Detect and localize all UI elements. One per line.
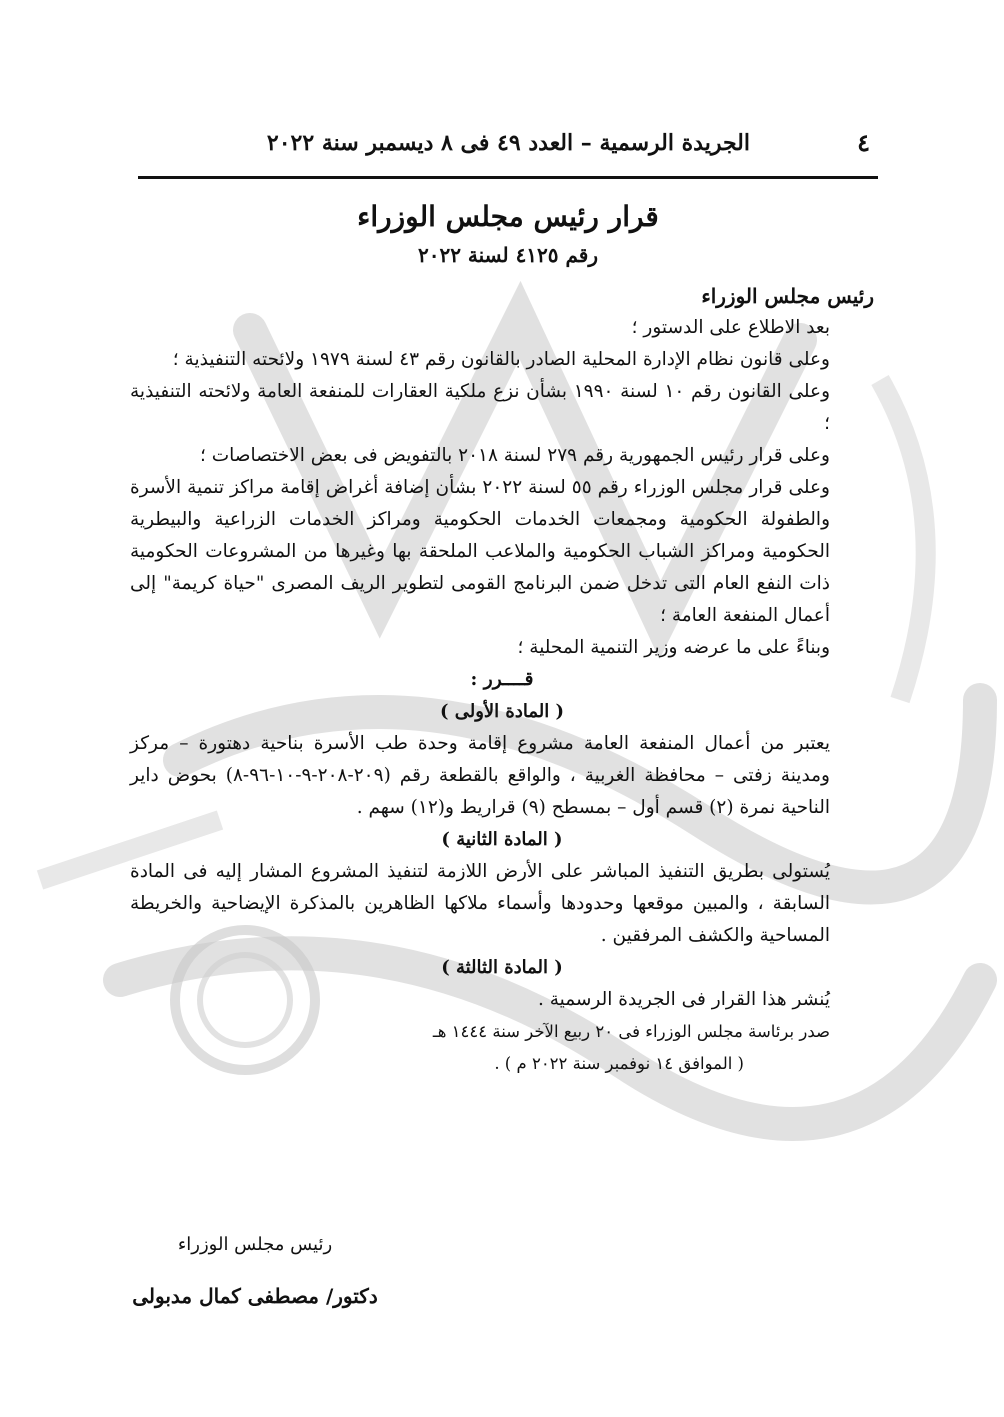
issuer-line: رئيس مجلس الوزراء (701, 284, 874, 308)
preamble-expropriation-law: وعلى القانون رقم ١٠ لسنة ١٩٩٠ بشأن نزع ملكية العقارات للمنفعة العامة ولائحته التنفيذية ؛ (130, 381, 831, 434)
issued-hijri-date: صدر برئاسة مجلس الوزراء فى ٢٠ ربيع الآخر سنة ١٤٤٤ هـ (432, 1022, 830, 1041)
decree-body (130, 280, 874, 1080)
article-1-heading: ( المادة الأولى ) (439, 701, 565, 722)
decided-heading: قــــرر : (470, 669, 534, 690)
preamble-presidential-decree: وعلى قرار رئيس الجمهورية رقم ٢٧٩ لسنة ٢٠١٨ بالتفويض فى بعض الاختصاصات ؛ (199, 445, 830, 466)
preamble-cabinet-decree: وعلى قرار مجلس الوزراء رقم ٥٥ لسنة ٢٠٢٢ بشأن إضافة أغراض إقامة مراكز تنمية الأسرة والطفولة الحكومية ومجمعات الخدمات الحكومية ومراكز الخدمات الزراعية والبيطرية الحكومية ومراكز الشباب الحكومية والملاعب الملحقة بها وغيرها من المشروعات الحكومية ذات النفع العام التى تدخل ضمن البرنامج القومى لتطوير الريف المصرى "حياة كريمة" إلى أعمال المنفعة العامة ؛ (130, 477, 830, 626)
preamble-local-admin-law: وعلى قانون نظام الإدارة المحلية الصادر بالقانون رقم ٤٣ لسنة ١٩٧٩ ولائحته التنفيذية ؛ (172, 349, 830, 370)
gazette-issue-line: الجريدة الرسمية – العدد ٤٩ فى ٨ ديسمبر سنة ٢٠٢٢ (266, 130, 750, 156)
page-header (180, 128, 870, 168)
article-3-text: يُنشر هذا القرار فى الجريدة الرسمية . (537, 989, 830, 1010)
signatory-role: رئيس مجلس الوزراء (177, 1234, 333, 1255)
article-3-heading: ( المادة الثالثة ) (441, 957, 563, 978)
preamble-constitution: بعد الاطلاع على الدستور ؛ (631, 317, 830, 338)
issued-gregorian-date: ( الموافق ١٤ نوفمبر سنة ٢٠٢٢ م ) . (494, 1054, 744, 1073)
article-1-text: يعتبر من أعمال المنفعة العامة مشروع إقامة وحدة طب الأسرة بناحية دهتورة – مركز ومدينة زفتى – محافظة الغربية ، والواقع بالقطعة رقم (٢٠٩-٢٠٨-٩-١٠-٩٦-٨) بحوض داير الناحية نمرة (٢) قسم أول – بمسطح (٩) قراريط و(١٢) سهم . (130, 733, 830, 818)
article-2-text: يُستولى بطريق التنفيذ المباشر على الأرض اللازمة لتنفيذ المشروع المشار إليه فى المادة السابقة ، والمبين موقعها وحدودها وأسماء ملاكها الظاهرين بالمذكرة الإيضاحية والخريطة المساحية والكشف المرفقين . (130, 861, 830, 946)
preamble-minister-proposal: وبناءً على ما عرضه وزير التنمية المحلية ؛ (517, 637, 830, 658)
decree-title: قرار رئيس مجلس الوزراء (357, 200, 659, 233)
header-divider (138, 176, 878, 179)
article-2-heading: ( المادة الثانية ) (441, 829, 563, 850)
decree-number: رقم ٤١٢٥ لسنة ٢٠٢٢ (417, 243, 599, 267)
signatory-name: دكتور/ مصطفى كمال مدبولى (132, 1284, 378, 1308)
page-number: ٤ (857, 128, 870, 157)
